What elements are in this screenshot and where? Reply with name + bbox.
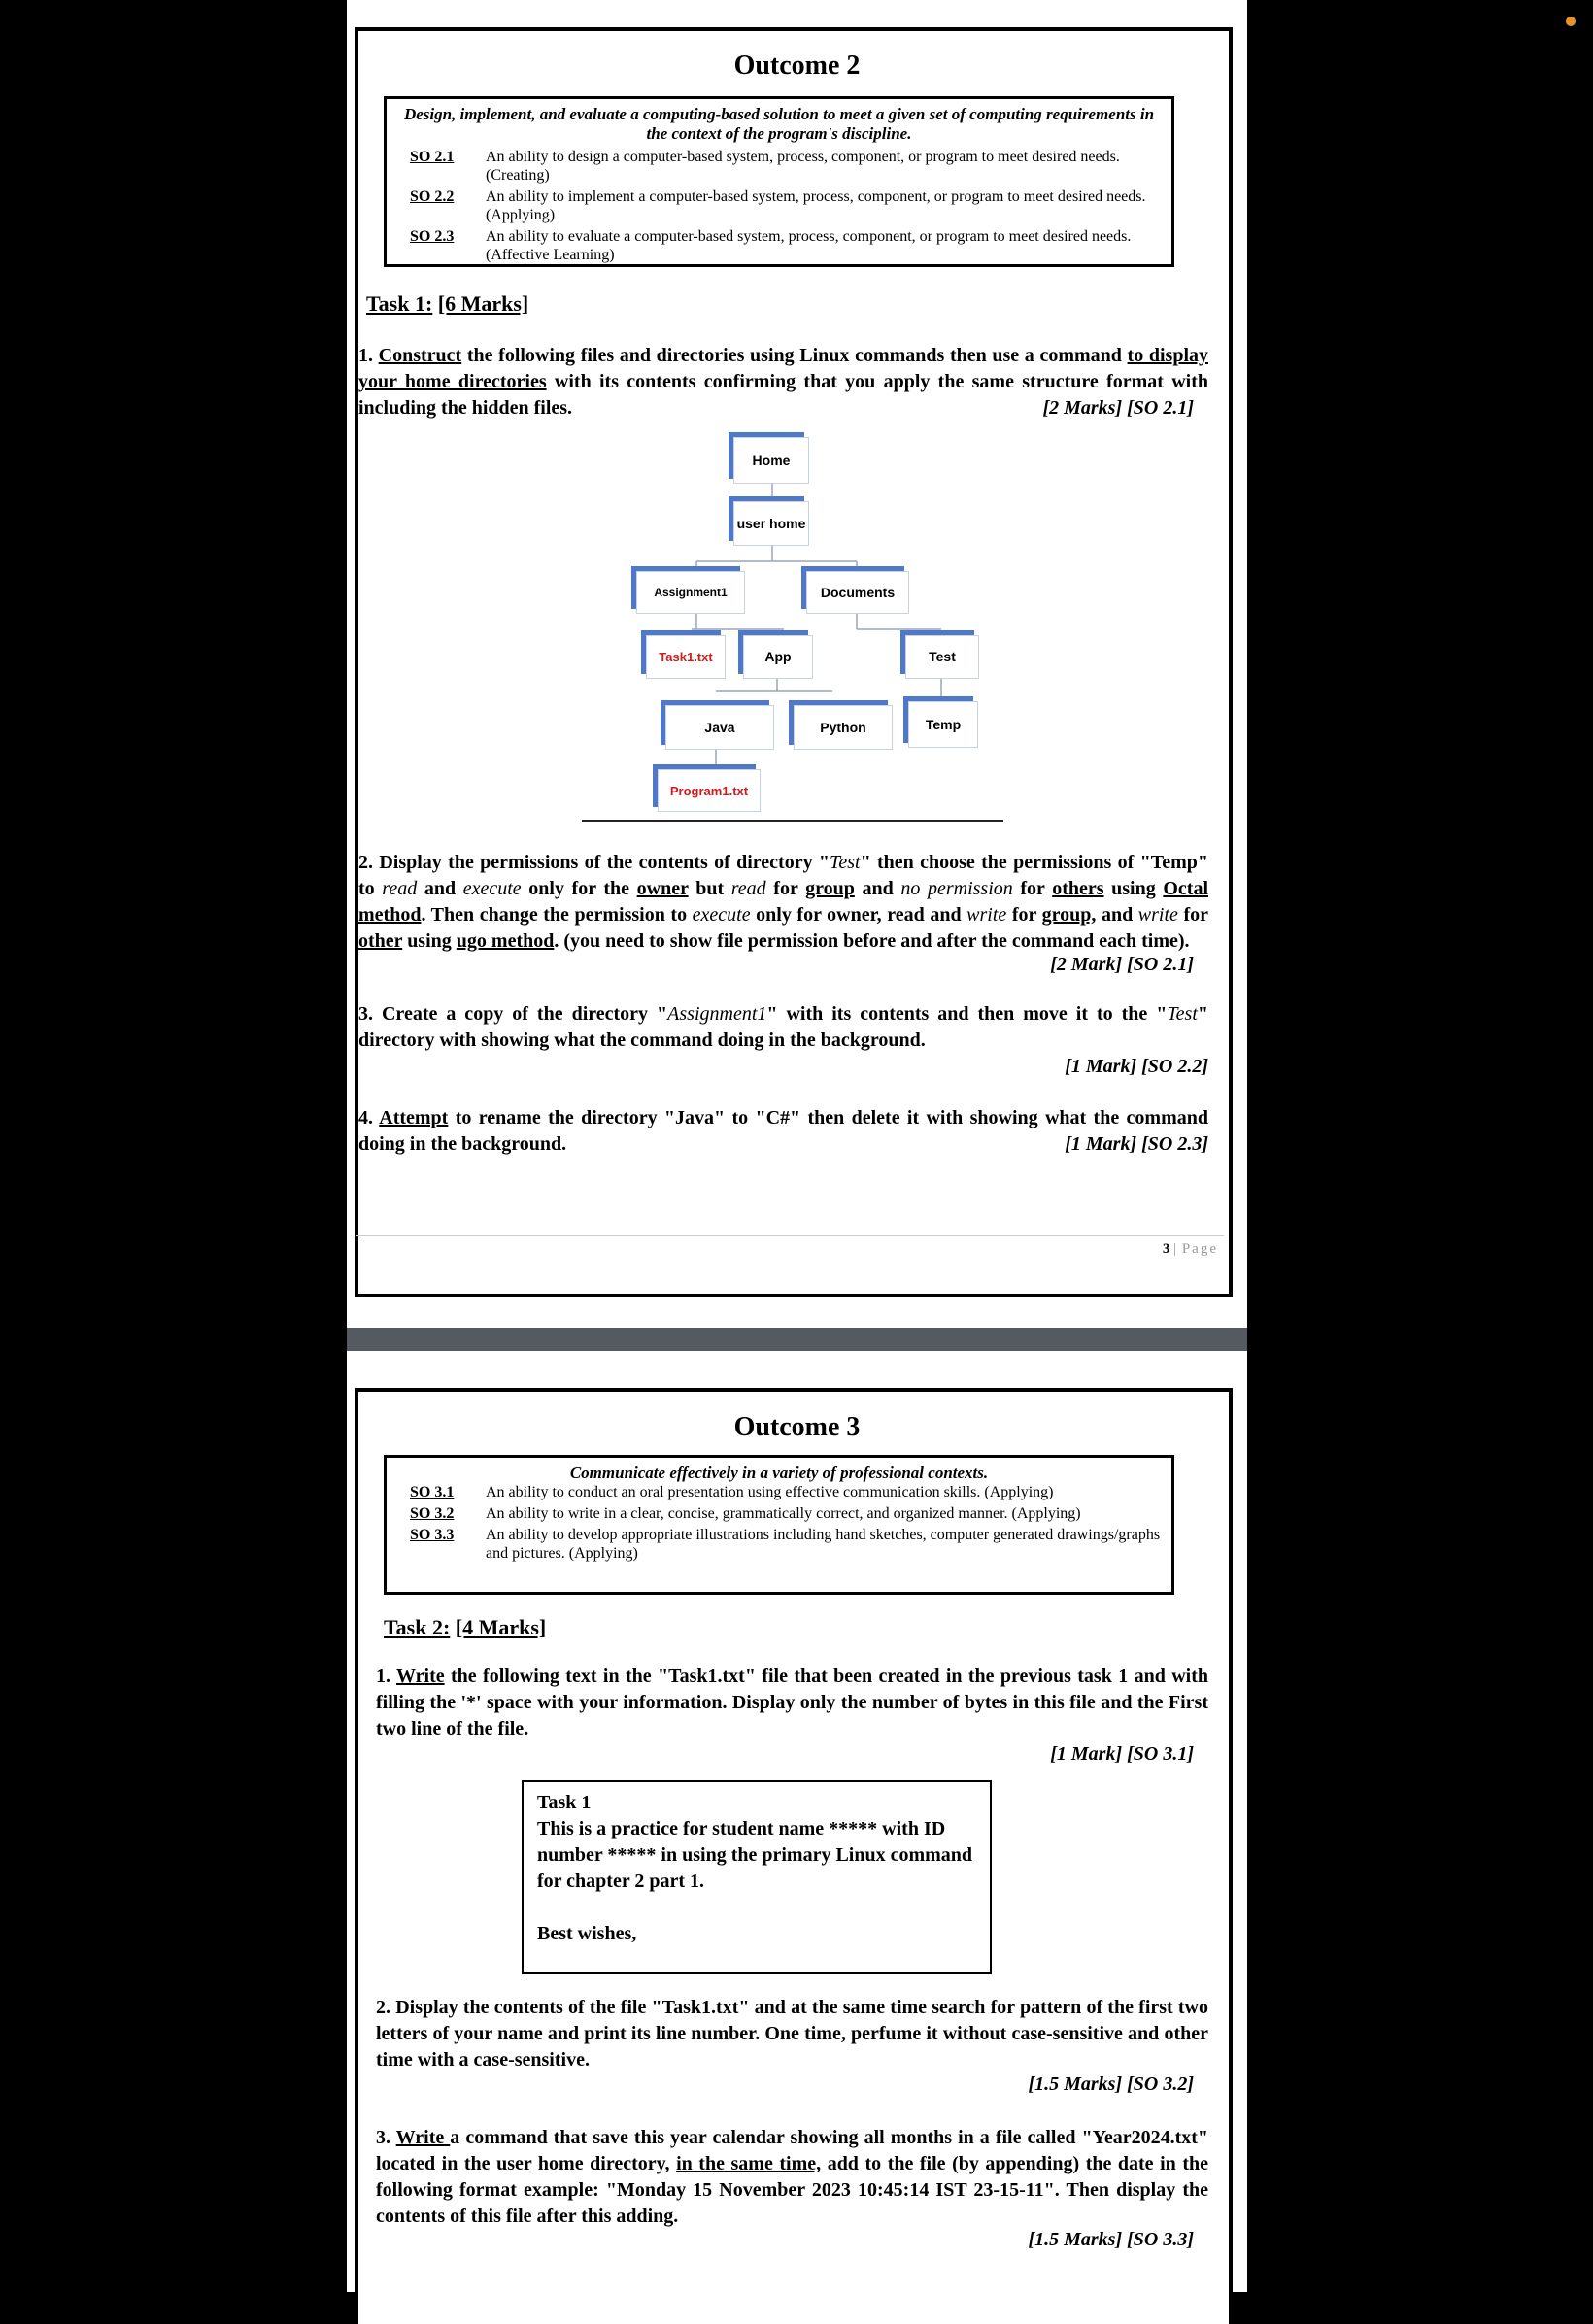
so-code: SO 2.3 — [410, 228, 455, 245]
q-underlined: Octal method — [358, 878, 1208, 926]
q-text: 2. Display the permissions of the contents of directory " — [358, 852, 830, 873]
q-text: but — [688, 878, 731, 899]
task-marks: [4 Marks] — [455, 1615, 547, 1639]
q3-marks: [1.5 Marks] [SO 3.3] — [1028, 2229, 1194, 2250]
tree-node-test: Test — [905, 635, 979, 679]
q-text: and — [854, 878, 901, 899]
q-underlined: in the same time, — [676, 2153, 822, 2174]
q-italic: Test — [830, 852, 861, 873]
q-underlined: group — [805, 878, 855, 899]
task-marks: [6 Marks] — [437, 291, 529, 316]
question-1 — [376, 1664, 1208, 1742]
q-text: only for the — [521, 878, 637, 899]
q-text: and — [417, 878, 463, 899]
page-footer — [1163, 1241, 1218, 1258]
q-verb: Attempt — [379, 1107, 449, 1128]
question-3 — [376, 2125, 1208, 2230]
q-italic: execute — [692, 904, 751, 926]
document-page-4 — [347, 1351, 1247, 2292]
so-box — [384, 1455, 1174, 1595]
textbox-line: This is a practice for student name ***** with ID number ***** in using the primary Linux command for chapter 2 part 1. — [537, 1818, 973, 1892]
so-row — [394, 1483, 1164, 1501]
q-italic: write — [1137, 904, 1178, 926]
q-number: 1. — [358, 345, 373, 366]
textbox-line: Task 1 — [537, 1792, 592, 1813]
so-code: SO 2.2 — [410, 188, 455, 205]
q-underlined: to display your home directories — [358, 345, 1208, 392]
textbox-line: Best wishes, — [537, 1923, 637, 1944]
q-text: to rename the directory "Java" to "C#" then delete it with showing what the command doing in the background. — [358, 1107, 1208, 1155]
q-text: for — [765, 878, 806, 899]
q-underlined: other — [358, 930, 403, 952]
q-text: a command that save this year calendar showing all months in a file called "Year2024.txt" located in the user home directory, — [376, 2127, 1208, 2174]
q-text: 3. Create a copy of the directory " — [358, 1003, 668, 1025]
q-text: . (you need to show file permission before and after the command each time). — [554, 930, 1190, 952]
so-code: SO 3.3 — [410, 1527, 455, 1543]
footer-rule — [356, 1235, 1224, 1236]
so-text: An ability to design a computer-based system, process, component, or program to meet desired needs. (Creating) — [486, 149, 1120, 184]
q-text: for — [1006, 904, 1042, 926]
q-underlined: owner — [636, 878, 689, 899]
q-number: 1. — [376, 1666, 397, 1687]
q-verb: Write — [396, 1666, 445, 1687]
tree-node-temp: Temp — [908, 701, 978, 748]
q-italic: read — [730, 878, 766, 899]
tree-node-java: Java — [665, 705, 774, 750]
q-text: for — [1012, 878, 1053, 899]
tree-node-assignment: Assignment1 — [636, 571, 745, 614]
q2-marks: [2 Mark] [SO 2.1] — [1050, 954, 1194, 975]
q-text: . Then change the permission to — [421, 904, 693, 926]
q-number: 3. — [376, 2127, 396, 2148]
q-italic: write — [966, 904, 1007, 926]
tree-node-program-file: Program1.txt — [658, 769, 761, 812]
q-italic: read — [382, 878, 418, 899]
status-dot — [1566, 17, 1576, 26]
q-verb: Write — [395, 2127, 451, 2148]
q-text: add to the file (by appending) the date in the following format example: "Monday 15 November 2023 10:45:14 IST 23-15-11". Then display the contents of this file after this adding. — [376, 2153, 1208, 2227]
q-italic: Test — [1167, 1003, 1198, 1025]
q-underlined: group, — [1041, 904, 1097, 926]
outcome-title: Outcome 3 — [733, 1412, 861, 1442]
q-text: the following text in the "Task1.txt" file that been created in the previous task 1 and with filling the '*' space with your information. Display only the number of bytes in this file and the First two line of the file. — [376, 1666, 1208, 1739]
page-separator — [347, 1328, 1247, 1351]
tree-node-task-file: Task1.txt — [646, 635, 726, 679]
divider — [582, 820, 1003, 822]
q-text: and — [1096, 904, 1138, 926]
directory-tree — [347, 0, 1247, 845]
so-code: SO 3.1 — [410, 1484, 455, 1500]
so-text: An ability to implement a computer-based system, process, component, or program to meet desired needs. (Applying) — [486, 188, 1146, 223]
question-2 — [358, 850, 1208, 955]
q-text: the following files and directories using Linux commands then use a command — [461, 345, 1128, 366]
so-header: Design, implement, and evaluate a computing-based solution to meet a given set of computing requirements in the context of the program's discipline. — [403, 105, 1155, 143]
page-label: Page — [1181, 1241, 1218, 1257]
q-underlined: ugo method — [456, 930, 555, 952]
page-sep: | — [1173, 1241, 1179, 1257]
q4-marks: [1 Mark] [SO 2.3] — [1065, 1133, 1208, 1155]
so-row — [394, 1526, 1164, 1563]
q-text: using — [1103, 878, 1164, 899]
task-title-label: Task 1: — [366, 291, 433, 316]
task-title — [384, 1615, 546, 1640]
tree-node-home: Home — [733, 437, 809, 484]
q2-marks: [1.5 Marks] [SO 3.2] — [1028, 2073, 1194, 2095]
outcome-title: Outcome 2 — [733, 51, 861, 81]
so-text: An ability to evaluate a computer-based system, process, component, or program to meet desired needs. (Affective Learning) — [486, 228, 1132, 263]
q-text: " with its contents and then move it to the " — [766, 1003, 1168, 1025]
q-text: using — [402, 930, 457, 952]
sample-text-box — [522, 1780, 992, 1974]
tree-node-documents: Documents — [806, 571, 909, 614]
question-3 — [358, 1001, 1208, 1054]
so-code: SO 2.1 — [410, 149, 455, 165]
task-title-label: Task 2: — [384, 1615, 451, 1639]
so-code: SO 3.2 — [410, 1505, 455, 1522]
q-text: " then choose the permissions of "Temp" to — [358, 852, 1208, 899]
q-italic: no permission — [900, 878, 1013, 899]
q-number: 4. — [358, 1107, 380, 1128]
q-italic: execute — [462, 878, 522, 899]
q1-marks: [2 Marks] [SO 2.1] — [1042, 397, 1194, 419]
q1-marks: [1 Mark] [SO 3.1] — [1050, 1743, 1194, 1765]
tree-node-app: App — [743, 635, 813, 679]
so-text: An ability to conduct an oral presentation using effective communication skills. (Applying) — [486, 1484, 1054, 1500]
q-verb: Construct — [378, 345, 462, 366]
so-header: Communicate effectively in a variety of professional contexts. — [569, 1464, 989, 1482]
q-italic: Assignment1 — [667, 1003, 767, 1025]
q3-marks: [1 Mark] [SO 2.2] — [1065, 1056, 1208, 1077]
q-text: " directory with showing what the command doing in the background. — [358, 1003, 1208, 1051]
question-2: 2. Display the contents of the file "Task1.txt" and at the same time search for pattern of the first two letters of your name and print its line number. One time, perfume it without case-sensitive and other time with a case-sensitive. — [376, 1997, 1208, 2071]
q-text: with its contents confirming that you apply the same structure format with including the hidden files. — [358, 371, 1208, 419]
so-text: An ability to develop appropriate illustrations including hand sketches, computer generated drawings/graphs and pictures. (Applying) — [486, 1527, 1161, 1562]
document-page-3 — [347, 0, 1247, 1328]
tree-node-python: Python — [794, 705, 893, 750]
q-underlined: others — [1052, 878, 1104, 899]
so-row — [394, 1504, 1164, 1523]
q-text: only for owner, read and — [750, 904, 967, 926]
page-number: 3 — [1162, 1241, 1170, 1257]
q-text: for — [1177, 904, 1208, 926]
tree-node-userhome: user home — [733, 501, 809, 546]
so-text: An ability to write in a clear, concise, grammatically correct, and organized manner. (Applying) — [486, 1505, 1081, 1522]
